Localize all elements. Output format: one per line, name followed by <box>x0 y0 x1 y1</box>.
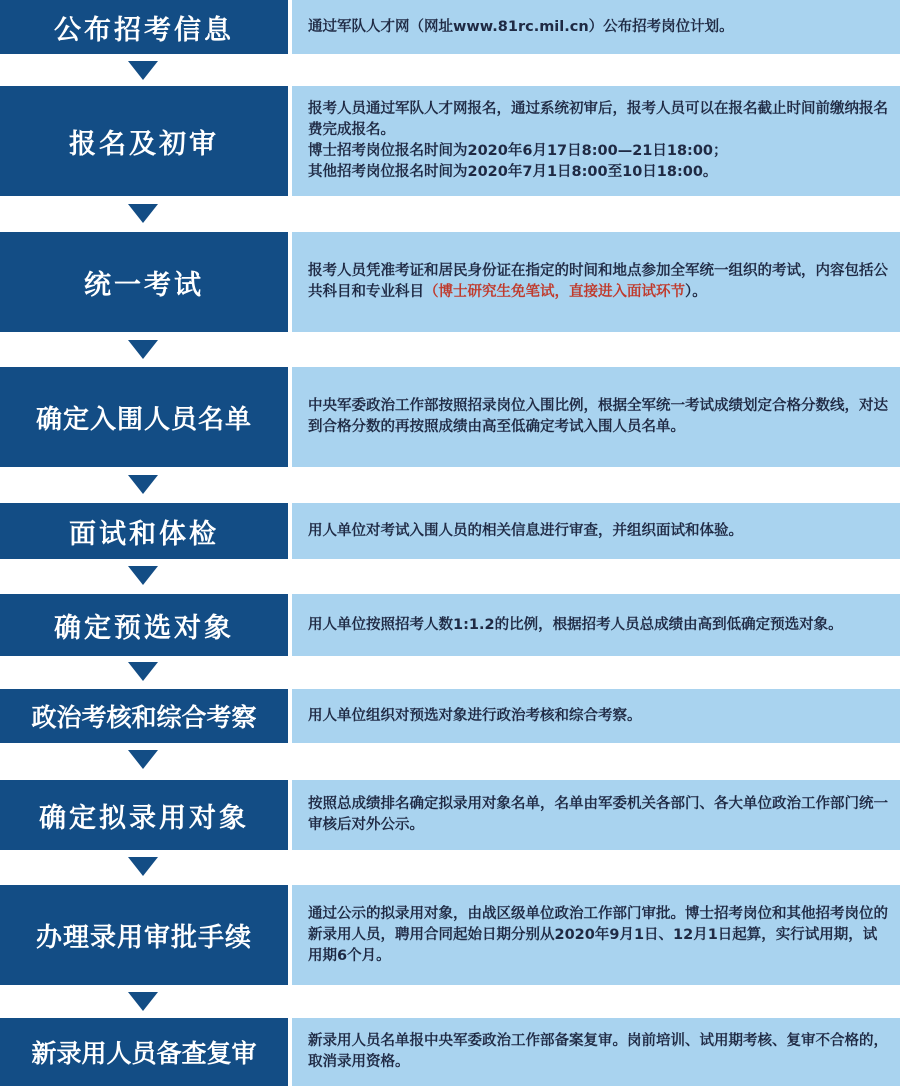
step-description-line: 用人单位对考试入围人员的相关信息进行审查，并组织面试和体验。 <box>308 522 743 539</box>
step-title: 统一考试 <box>0 232 288 332</box>
step-description-line: 新录用人员名单报中央军委政治工作部备案复审。岗前培训、试用期考核、复审不合格的，取消录用资格。 <box>308 1033 888 1070</box>
flow-step-7 <box>0 689 900 743</box>
step-description-line: 用人单位组织对预选对象进行政治考核和综合考察。 <box>308 707 642 724</box>
flow-arrow-icon <box>128 992 158 1011</box>
step-description-line: 其他招考岗位报名时间为2020年7月1日8:00至10日18:00。 <box>308 164 718 180</box>
step-title: 政治考核和综合考察 <box>0 689 288 743</box>
flow-step-5 <box>0 503 900 559</box>
step-description-line: 通过公示的拟录用对象，由战区级单位政治工作部门审批。博士招考岗位和其他招考岗位的新录用人员，聘用合同起始日期分别从2020年9月1日、12月1日起算，实行试用期，试用期6个月。 <box>308 905 888 964</box>
step-description-text: ）。 <box>685 284 707 300</box>
step-title: 确定入围人员名单 <box>0 367 288 467</box>
step-title: 报名及初审 <box>0 86 288 196</box>
flow-arrow-icon <box>128 566 158 585</box>
flow-step-1 <box>0 0 900 54</box>
step-description-line: 用人单位按照招考人数1:1.2的比例，根据招考人员总成绩由高到低确定预选对象。 <box>308 616 843 633</box>
step-description <box>292 780 900 850</box>
step-description-highlight: （博士研究生免笔试，直接进入面试环节 <box>424 284 685 300</box>
step-title: 新录用人员备查复审 <box>0 1018 288 1086</box>
flow-arrow-icon <box>128 750 158 769</box>
step-description <box>292 594 900 656</box>
step-title: 公布招考信息 <box>0 0 288 54</box>
flow-arrow-icon <box>128 662 158 681</box>
flow-step-8 <box>0 780 900 850</box>
flow-arrow-icon <box>128 61 158 80</box>
step-description <box>292 689 900 743</box>
step-description-line: 按照总成绩排名确定拟录用对象名单，名单由军委机关各部门、各大单位政治工作部门统一审核后对外公示。 <box>308 796 888 833</box>
flow-step-10 <box>0 1018 900 1086</box>
step-description <box>292 232 900 332</box>
step-description <box>292 367 900 467</box>
flow-arrow-icon <box>128 204 158 223</box>
step-title: 面试和体检 <box>0 503 288 559</box>
flow-step-6 <box>0 594 900 656</box>
step-description-line: 报考人员通过军队人才网报名，通过系统初审后，报考人员可以在报名截止时间前缴纳报名费完成报名。 <box>308 101 888 138</box>
step-description <box>292 885 900 985</box>
step-description <box>292 503 900 559</box>
step-title: 确定预选对象 <box>0 594 288 656</box>
flow-arrow-icon <box>128 475 158 494</box>
step-description-line: 通过军队人才网（网址www.81rc.mil.cn）公布招考岗位计划。 <box>308 18 734 35</box>
flow-arrow-icon <box>128 340 158 359</box>
step-description <box>292 86 900 196</box>
step-description-line: 博士招考岗位报名时间为2020年6月17日8:00—21日18:00； <box>308 143 728 159</box>
step-description <box>292 1018 900 1086</box>
flow-step-4 <box>0 367 900 467</box>
step-title: 确定拟录用对象 <box>0 780 288 850</box>
step-description-line: 中央军委政治工作部按照招录岗位入围比例，根据全军统一考试成绩划定合格分数线，对达到合格分数的再按照成绩由高至低确定考试入围人员名单。 <box>308 398 888 435</box>
step-description-text: 报考人员凭准考证和居民身份证在指定的时间和地点参加全军统一组织的考试，内容包括公共科目和专业科目 <box>308 263 888 300</box>
step-title: 办理录用审批手续 <box>0 885 288 985</box>
flow-step-3 <box>0 232 900 332</box>
flow-arrow-icon <box>128 857 158 876</box>
step-description <box>292 0 900 54</box>
flow-step-9 <box>0 885 900 985</box>
flow-step-2 <box>0 86 900 196</box>
